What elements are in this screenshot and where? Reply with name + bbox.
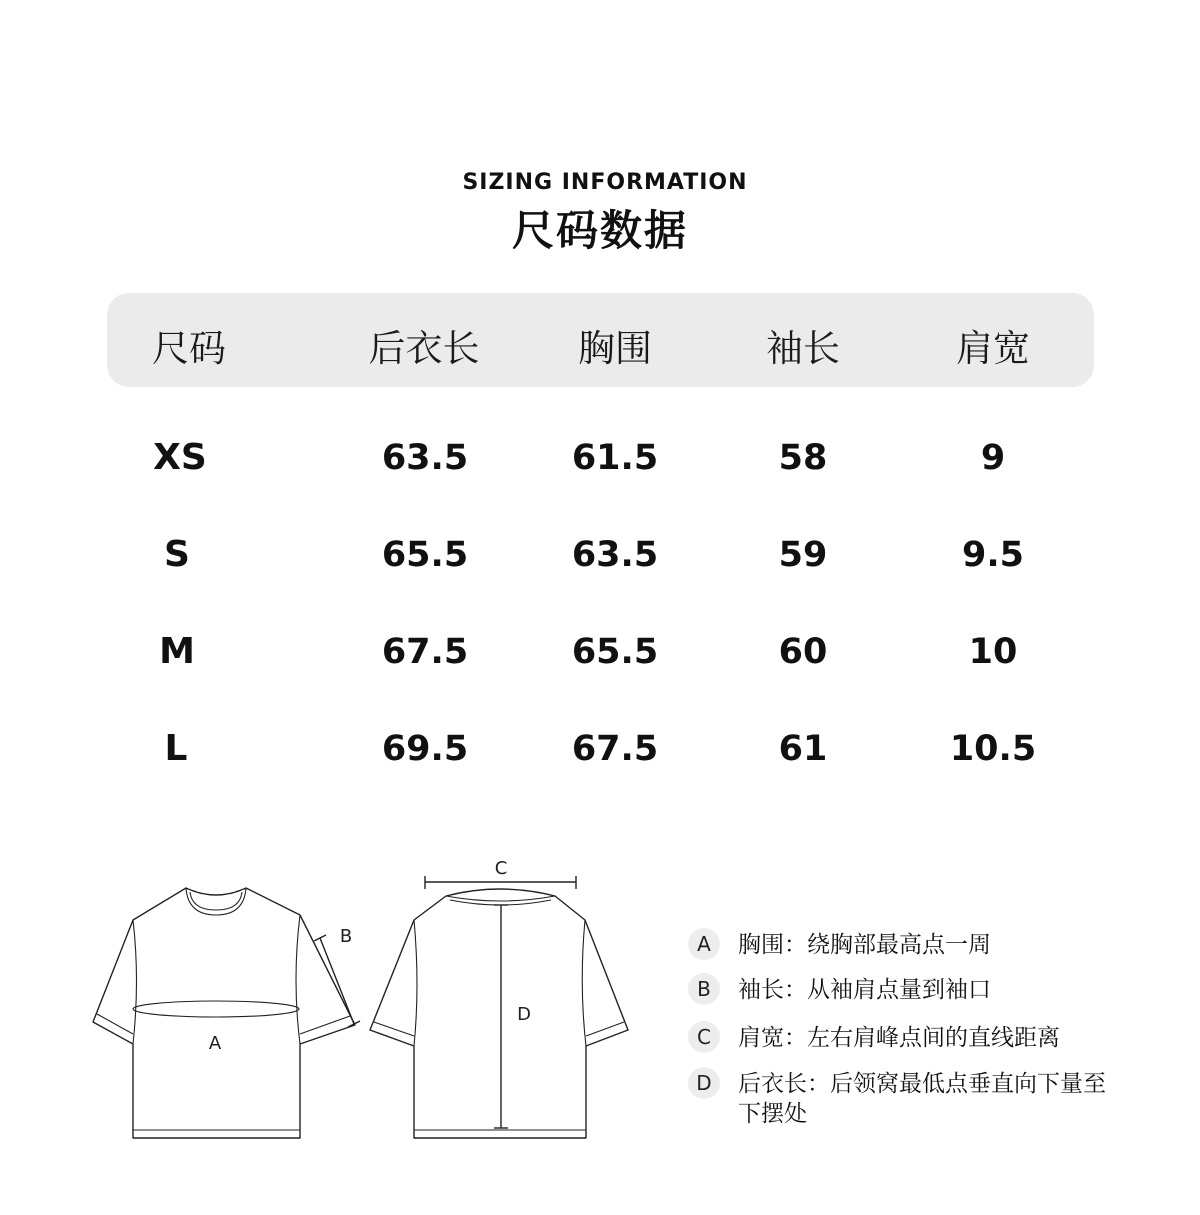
row-shoulder: 9.5: [961, 535, 1025, 575]
label-b: B: [339, 926, 353, 947]
legend-text: 袖长：从袖肩点量到袖口: [738, 977, 991, 1003]
legend-text: 肩宽：左右肩峰点间的直线距离: [738, 1025, 1060, 1051]
legend-item: [688, 930, 1108, 960]
legend-letter: B: [688, 973, 720, 1005]
legend-text: 胸围：绕胸部最高点一周: [738, 932, 991, 958]
header-chest: 胸围: [578, 327, 652, 370]
label-a: A: [208, 1033, 222, 1054]
row-length: 65.5: [381, 535, 469, 575]
legend-item: [688, 1023, 1108, 1053]
row-shoulder: 9: [980, 438, 1006, 478]
row-sleeve: 61: [778, 729, 828, 769]
legend-letter: C: [688, 1021, 720, 1053]
legend-text: 后衣长：后领窝最低点垂直向下量至下摆处: [738, 1071, 1106, 1127]
legend-item: [688, 975, 1108, 1005]
row-chest: 65.5: [571, 632, 659, 672]
header-sleeve: 袖长: [766, 327, 840, 370]
header-size: 尺码: [152, 327, 226, 370]
row-size: S: [164, 534, 190, 575]
row-length: 69.5: [381, 729, 469, 769]
row-size: L: [164, 728, 188, 769]
row-shoulder: 10: [968, 632, 1018, 672]
title-chinese: 尺码数据: [511, 206, 688, 255]
front-shirt-outline: [93, 888, 355, 1138]
legend-letter: D: [688, 1067, 720, 1099]
header-back-length: 后衣长: [368, 327, 480, 370]
row-shoulder: 10.5: [949, 729, 1037, 769]
row-sleeve: 58: [778, 438, 828, 478]
back-shirt-outline: [370, 889, 628, 1138]
row-size: M: [159, 631, 195, 672]
row-size: XS: [153, 437, 207, 478]
title-english: SIZING INFORMATION: [462, 170, 748, 195]
legend-letter: A: [688, 928, 720, 960]
row-chest: 67.5: [571, 729, 659, 769]
row-length: 63.5: [381, 438, 469, 478]
label-c: C: [494, 858, 508, 879]
row-chest: 61.5: [571, 438, 659, 478]
row-sleeve: 59: [778, 535, 828, 575]
label-d: D: [517, 1004, 531, 1025]
header-shoulder: 肩宽: [956, 327, 1030, 370]
row-length: 67.5: [381, 632, 469, 672]
row-sleeve: 60: [778, 632, 828, 672]
row-chest: 63.5: [571, 535, 659, 575]
legend-item: [688, 1069, 1108, 1129]
